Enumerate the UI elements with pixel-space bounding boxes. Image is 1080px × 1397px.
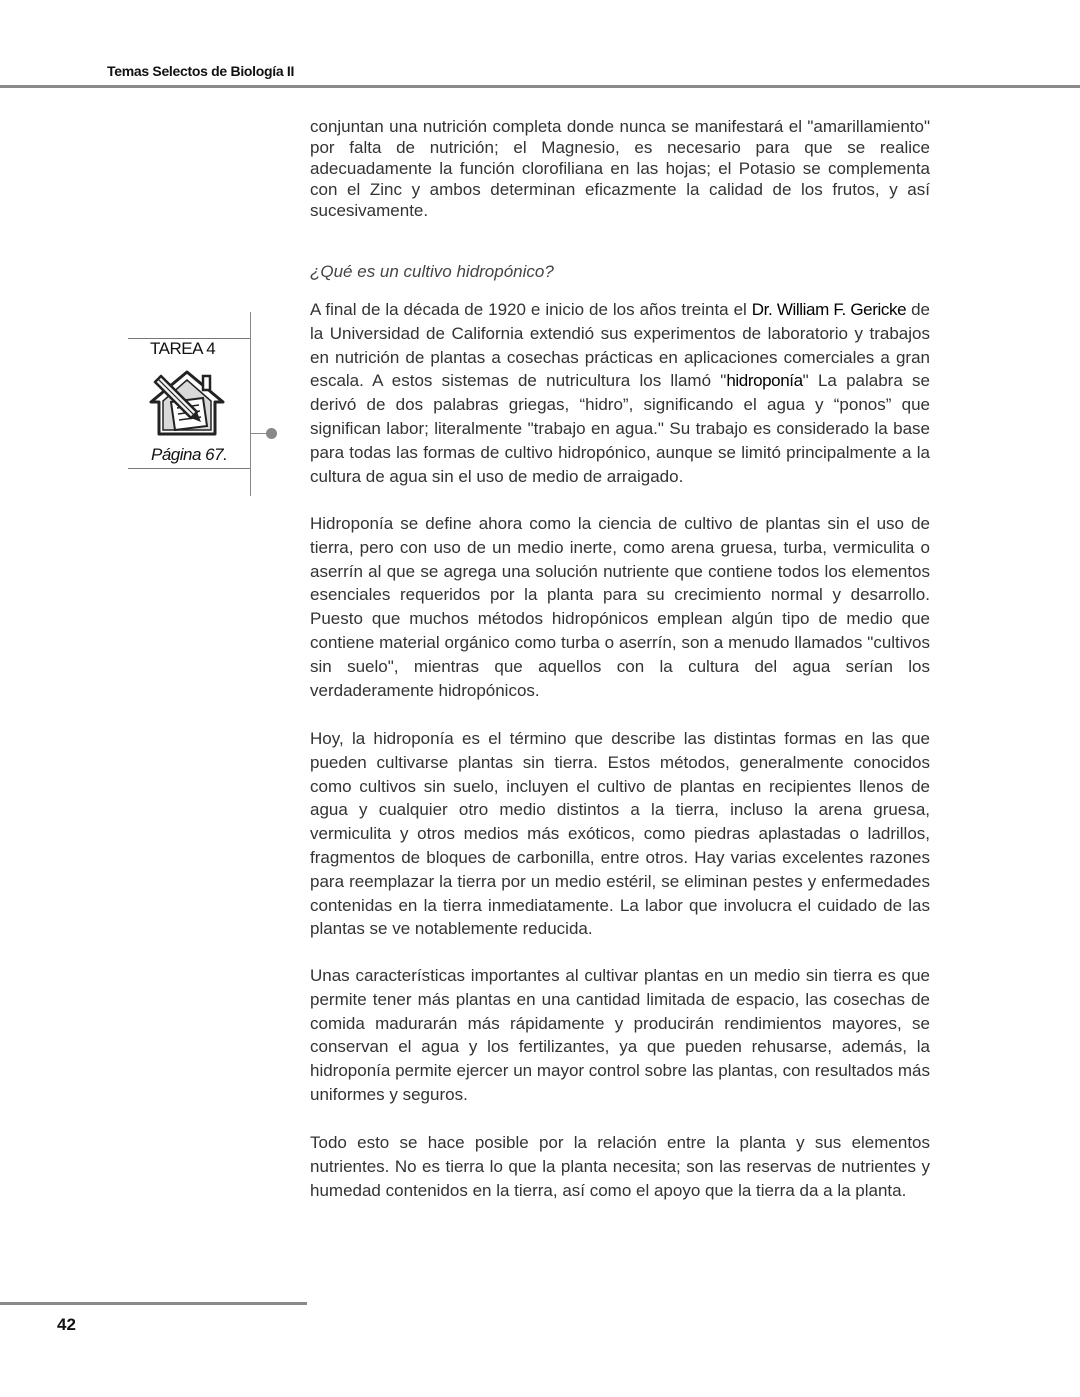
task-connector-dot xyxy=(266,428,277,439)
paragraph-today xyxy=(310,727,930,941)
paragraph-nutrition-text: conjuntan una nutrición completa donde nunca se manifestará el "amarillamiento" por falta de nutrición; el Magnesio, es necesario para que se realice adecuadamente la función clorofiliana en las hojas; el Potasio se complementa con el Zinc y ambos determinan eficazmente la calidad de los frutos, y así sucesivamente. xyxy=(310,117,930,220)
gericke-text-part-c: " La palabra se derivó de dos palabras griegas, “hidro”, significando el agua y “ponos” que significan labor; literalmente "trabajo en agua." Su trabajo es considerado la base para todas las formas de cultivo hidropónico, aunque se limitó principalmente a la cultura de agua sin el uso de medio de arraigado. xyxy=(310,371,930,486)
paragraph-characteristics-text: Unas características importantes al cultivar plantas en un medio sin tierra es que permite tener más plantas en una cantidad limitada de espacio, las cosechas de comida madurarán más rápidamente y producirán rendimientos mayores, se conservan el agua y los fertilizantes, ya que pueden rehusarse, además, la hidroponía permite ejercer un mayor control sobre las plantas, con resultados más uniformes y seguros. xyxy=(310,966,930,1104)
task-page-reference: Página 67. xyxy=(151,445,228,464)
paragraph-gericke-text xyxy=(310,298,930,488)
running-header: Temas Selectos de Biología II xyxy=(107,63,295,79)
paragraph-definition-text: Hidroponía se define ahora como la ciencia de cultivo de plantas sin el uso de tierra, pero con uso de un medio inerte, como arena gruesa, turba, vermiculita o aserrín al que se agrega una solución nutriente que contiene todos los elementos esenciales requeridos por la planta para su crecimiento normal y desarrollo. Puesto que muchos métodos hidropónicos emplean algún tipo de medio que contiene material orgánico como turba o aserrín, son a menudo llamados "cultivos sin suelo", mientras que aquellos con la cultura del agua serían los verdaderamente hidropónicos. xyxy=(310,514,930,700)
task-label: TAREA 4 xyxy=(150,339,216,358)
gericke-name: Dr. William F. Gericke xyxy=(751,300,907,319)
task-box-bottom-line xyxy=(128,468,250,469)
paragraph-conclusion-text: Todo esto se hace posible por la relación entre la planta y sus elementos nutrientes. No es tierra lo que la planta necesita; son las reservas de nutrientes y humedad contenidos en la tierra, así como el apoyo que la tierra da a la planta. xyxy=(310,1133,930,1200)
page-number: 42 xyxy=(57,1315,76,1334)
footer-rule xyxy=(0,1302,307,1305)
paragraph-definition xyxy=(310,512,930,702)
gericke-text-part-a: A final de la década de 1920 e inicio de los años treinta el xyxy=(310,300,752,319)
section-subtitle: ¿Qué es un cultivo hidropónico? xyxy=(310,262,554,281)
task-box-vertical-line xyxy=(250,312,251,496)
gericke-text-part-b: de la Universidad de California extendió sus experimentos de laboratorio y trabajos en nutrición de plantas a cosechas prácticas en aplicaciones comerciales a gran escala. A estos sistemas de nutricultura los llamó " xyxy=(310,300,931,391)
header-rule xyxy=(0,85,1080,88)
paragraph-today-text: Hoy, la hidroponía es el término que describe las distintas formas en las que pueden cultivarse plantas sin tierra. Estos métodos, generalmente conocidos como cultivos sin suelo, incluyen el cultivo de plantas en recipientes llenos de agua y cualquier otro medio distintos a la tierra, incluso la arena gruesa, vermiculita y otros medios más exóticos, como piedras aplastadas o ladrillos, fragmentos de bloques de carbonilla, entre otros. Hay varias excelentes razones para reemplazar la tierra por un medio estéril, se eliminan pestes y enfermedades contenidas en la tierra inmediatamente. La labor que involucra el cuidado de las plantas se ve notablemente reducida. xyxy=(310,729,930,939)
house-pencil-icon xyxy=(145,368,229,438)
paragraph-characteristics xyxy=(310,964,930,1107)
paragraph-gericke xyxy=(310,298,930,488)
paragraph-nutrition xyxy=(310,116,930,221)
paragraph-conclusion xyxy=(310,1131,930,1202)
hidroponia-term: hidroponía xyxy=(726,371,803,391)
